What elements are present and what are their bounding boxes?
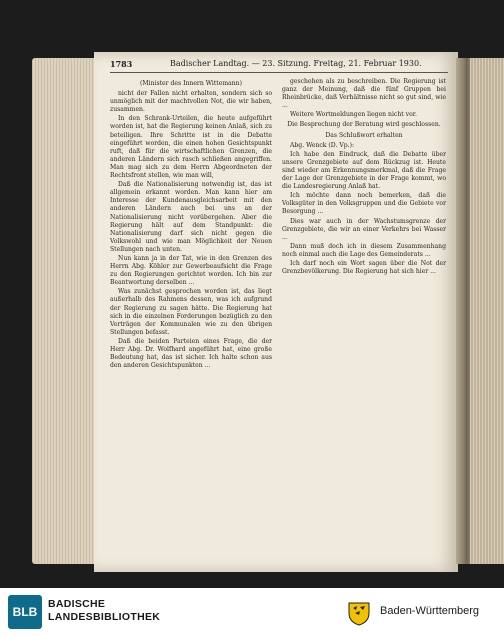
- section-note: Die Besprechung der Beratung wird geschlossen.: [287, 121, 441, 129]
- left-page: [94, 52, 458, 572]
- text-column-left: [110, 78, 272, 566]
- paragraph: Ich habe den Eindruck, daß die Debatte über unsere Grenzgebiete auf dem Rückzug ist. Heute sind wieder am Erkennungsmerkmal, daß die Frage der Lage der Grenzgebiete in der Frage kommt, wo die Landesregierung Anlaß hat.: [282, 150, 446, 191]
- section-note: Das Schlußwort erhalten: [325, 131, 403, 139]
- paragraph: Nun kann ja in der Tat, wie in den Grenzen des Herrn Abg. Köhler zur Gewerbeaufsicht die Frage zu den Regierungen gerichtet worden. Ich bin zur Beantwortung derselben ...: [110, 254, 272, 287]
- footer-bar: [0, 588, 504, 636]
- paragraph: Dies war auch in der Wachstumsgrenze der Grenzgebiete, die wir an einer Verkehrs bei Wasser ...: [282, 217, 446, 241]
- paragraph: Was zunächst gesprochen worden ist, das liegt außerhalb des Rahmens dessen, was ich aufgrund der Regierung zu sagen hätte. Die Regierung hat sich in die einzelnen Forderungen bezüglich zu den Verträgen der Kommunalen wie zu den übrigen Stellungen befasst.: [110, 288, 272, 336]
- paragraph: Daß die Nationalisierung notwendig ist, das ist allgemein erkannt worden. Man kann hier am Interesse der Kundenausgleichsarbeit mit den anderen Ländern auch bei uns an der Nationalisierung nicht vorübergehen. Aber die Regierung hält auf dem Standpunkt: die Nationalisierung darf sich nicht gegen die Volkswohl und wie man Möglichkeit der Neuen Stellungen nach unten.: [110, 181, 272, 253]
- paragraph: Daß die beiden Parteien eines Frage, die der Herr Abg. Dr. Wolfhard angeführt hat, eine große Bedeutung hat, das ist sicher. Ich halte schon aus den anderen Gesichtspunkten ...: [110, 337, 272, 370]
- paragraph: Dann muß doch ich in diesem Zusammenhang noch einmal auch die Lage des Gemeinderats ...: [282, 242, 446, 258]
- paragraph: nicht der Fallen nicht erhalten, sondern sich so unmöglich mit der machtvollen Not, die wir haben, zusammen.: [110, 90, 272, 114]
- library-name[interactable]: BADISCHE LANDESBIBLIOTHEK: [48, 598, 161, 623]
- speaker-line: (Minister des Innern Wittemann): [140, 80, 242, 87]
- page-header: [110, 59, 448, 73]
- baden-wuerttemberg-crest-icon[interactable]: [344, 597, 374, 627]
- paragraph: Ich möchte dann noch bemerken, daß die Volksgüter in den Volksgruppen und die Gebiete vor Besorgung ...: [282, 192, 446, 216]
- text-column-right: [282, 78, 446, 566]
- paragraph: Weitere Wortmeldungen liegen nicht vor.: [290, 111, 417, 119]
- blb-logo-icon[interactable]: BLB: [8, 595, 42, 629]
- paragraph: In den Schrank-Urteilen, die heute aufgeführt worden ist, hat die Regierung keinen Anlaß, sich zu beteiligen. Ihre Schritte ist in die Debatte eingeführt worden, die einen hohen Gesichtspunkt ruft, daß für die wirtschaftlichen Grenzen, die anderen Ländern sich rasch schließen angegriffen. Man mag sich zu dem Herrn Abgeordneten der Rechtsfront stellen, wie man will,: [110, 115, 272, 180]
- page-stack-right: [470, 58, 504, 564]
- page-number: 1783: [110, 59, 133, 69]
- paragraph: geschehen als zu beschreiben. Die Regierung ist ganz der Meinung, daß die fünf Gruppen bei Rheinbrücke, daß Verhältnisse nicht so gut sind, wie ...: [282, 78, 446, 110]
- paragraph: Ich darf noch ein Wort sagen über die Not der Grenzbevölkerung. Die Regierung hat sich hier ...: [282, 259, 446, 276]
- header-rule: [110, 72, 448, 73]
- running-head: Badischer Landtag. — 23. Sitzung. Freitag, 21. Februar 1930.: [170, 59, 422, 68]
- page-stack-left: [32, 58, 96, 564]
- speaker-line: Abg. Wenck (D. Vp.):: [290, 141, 355, 149]
- state-name[interactable]: Baden-Württemberg: [380, 605, 480, 617]
